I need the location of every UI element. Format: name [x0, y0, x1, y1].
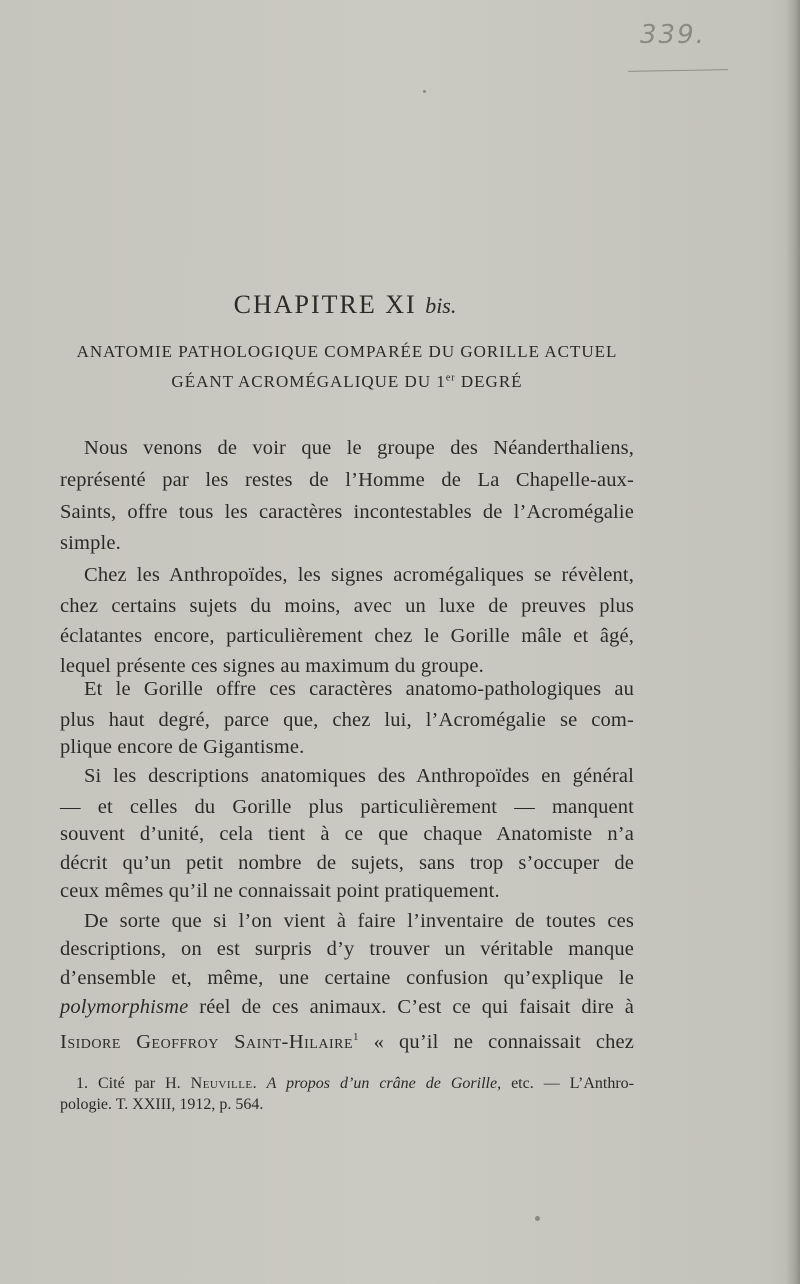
footnote-author: Neuville — [190, 1075, 253, 1092]
body-line: représenté par les restes de l’Homme de La Chapelle-aux- — [60, 469, 634, 491]
body-line: d’ensemble et, même, une certaine confusion qu’explique le — [60, 967, 634, 989]
chapter-bis: bis. — [425, 293, 457, 318]
footnote-text: 1. Cité par H. — [76, 1075, 191, 1092]
body-line: plus haut degré, parce que, chez lui, l’Acromégalie se com- — [60, 709, 634, 731]
footnote-text: . — [252, 1075, 267, 1092]
ink-speck — [423, 90, 426, 93]
body-line: lequel présente ces signes au maximum du groupe. — [60, 655, 484, 677]
body-line: décrit qu’un petit nombre de sujets, sans trop s’occuper de — [60, 852, 634, 874]
body-line: Et le Gorille offre ces caractères anatomo-pathologiques au — [84, 678, 634, 700]
body-line: simple. — [60, 532, 121, 554]
body-line: chez certains sujets du moins, avec un luxe de preuves plus — [60, 595, 634, 617]
chapter-label: CHAPITRE XI — [233, 290, 417, 319]
body-line: Saints, offre tous les caractères incontestables de l’Acromégalie — [60, 501, 634, 523]
subtitle-line2-sup: er — [445, 372, 456, 384]
handwritten-underline — [628, 69, 728, 72]
body-line: souvent d’unité, cela tient à ce que chaque Anatomiste n’a — [60, 823, 634, 845]
body-line-rest: « qu’il ne connaissait chez — [358, 1030, 634, 1053]
body-line-rest: réel de ces animaux. C’est ce qui faisait dire à — [188, 996, 634, 1018]
chapter-heading — [0, 290, 690, 320]
chapter-subtitle-line-2 — [60, 372, 634, 392]
body-line: De sorte que si l’on vient à faire l’inventaire de toutes ces — [84, 910, 634, 932]
page-edge-shadow — [786, 0, 800, 1284]
chapter-subtitle-line-1: ANATOMIE PATHOLOGIQUE COMPARÉE DU GORILLE ACTUEL — [76, 342, 618, 361]
footnote-ref: 1 — [353, 1031, 359, 1043]
italic-term: polymorphisme — [60, 996, 189, 1018]
footnote-title: A propos d’un crâne de Gorille, — [266, 1075, 502, 1092]
body-line — [60, 1023, 634, 1051]
footnote-line-2: pologie. T. XXIII, 1912, p. 564. — [60, 1096, 264, 1113]
body-line: Chez les Anthropoïdes, les signes acromégaliques se révèlent, — [84, 564, 634, 586]
footnote-line-1 — [60, 1073, 634, 1095]
subtitle-line2-pre: GÉANT ACROMÉGALIQUE DU 1 — [171, 372, 446, 391]
body-line: — et celles du Gorille plus particulièrement — manquent — [60, 796, 634, 818]
body-line: éclatantes encore, particulièrement chez le Gorille mâle et âgé, — [60, 625, 634, 647]
body-line: Si les descriptions anatomiques des Anthropoïdes en général — [84, 765, 634, 787]
body-line: Nous venons de voir que le groupe des Néanderthaliens, — [84, 437, 634, 459]
footnote-text: etc. — L’Anthro- — [501, 1075, 634, 1092]
author-name: Isidore Geoffroy Saint-Hilaire — [60, 1030, 353, 1053]
body-line — [60, 993, 634, 1021]
ink-speck — [535, 1216, 540, 1221]
handwritten-page-number: 339. — [640, 20, 706, 50]
subtitle-line2-post: DEGRÉ — [455, 372, 523, 391]
body-line: plique encore de Gigantisme. — [60, 736, 305, 758]
body-line: ceux mêmes qu’il ne connaissait point pratiquement. — [60, 880, 500, 902]
body-line: descriptions, on est surpris d’y trouver un véritable manque — [60, 938, 634, 960]
